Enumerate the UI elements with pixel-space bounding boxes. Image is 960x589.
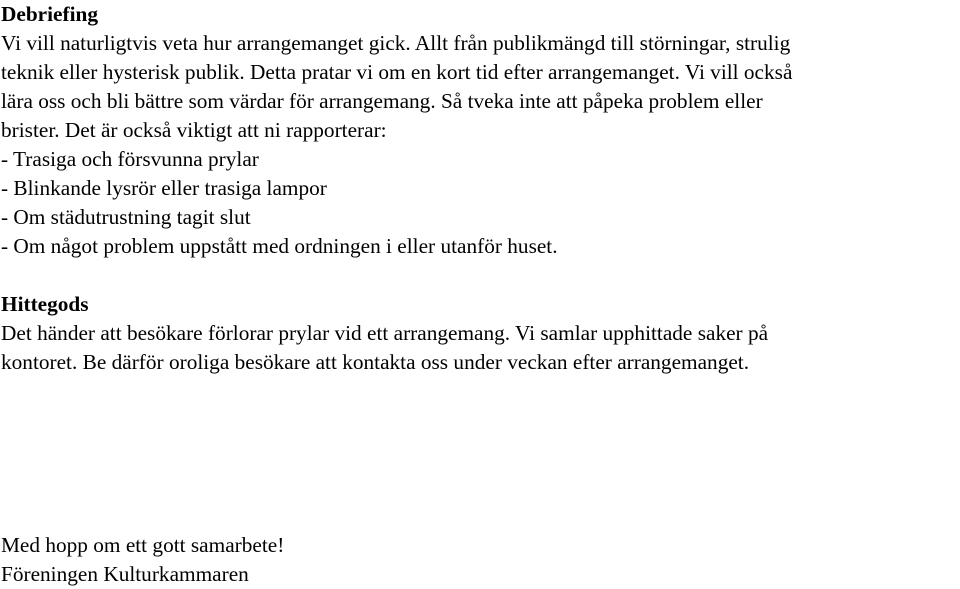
- debriefing-list-item: - Blinkande lysrör eller trasiga lampor: [1, 176, 327, 200]
- debriefing-paragraph-line: brister. Det är också viktigt att ni rapporterar:: [1, 118, 387, 142]
- debriefing-list-item: - Om städutrustning tagit slut: [1, 205, 251, 229]
- hittegods-heading: Hittegods: [1, 292, 89, 316]
- hittegods-paragraph-line: kontoret. Be därför oroliga besökare att kontakta oss under veckan efter arrangemanget.: [1, 350, 750, 374]
- debriefing-paragraph-line: Vi vill naturligtvis veta hur arrangemanget gick. Allt från publikmängd till störningar, strulig: [1, 31, 791, 55]
- debriefing-list-item: - Om något problem uppstått med ordningen i eller utanför huset.: [1, 234, 558, 258]
- hittegods-paragraph-line: Det händer att besökare förlorar prylar vid ett arrangemang. Vi samlar upphittade saker på: [1, 321, 769, 345]
- debriefing-paragraph-line: lära oss och bli bättre som värdar för arrangemang. Så tveka inte att påpeka problem eller: [1, 89, 763, 113]
- debriefing-heading: Debriefing: [1, 2, 99, 26]
- debriefing-list-item: - Trasiga och försvunna prylar: [1, 147, 259, 171]
- closing-section: [1, 531, 956, 589]
- document-page: [1, 0, 956, 377]
- debriefing-section: [1, 0, 956, 261]
- debriefing-paragraph-line: teknik eller hysterisk publik. Detta pratar vi om en kort tid efter arrangemanget. Vi vill också: [1, 60, 793, 84]
- closing-signature: Föreningen Kulturkammaren: [1, 562, 249, 586]
- section-spacer: [1, 261, 956, 290]
- hittegods-section: [1, 290, 956, 377]
- closing-greeting: Med hopp om ett gott samarbete!: [1, 533, 285, 557]
